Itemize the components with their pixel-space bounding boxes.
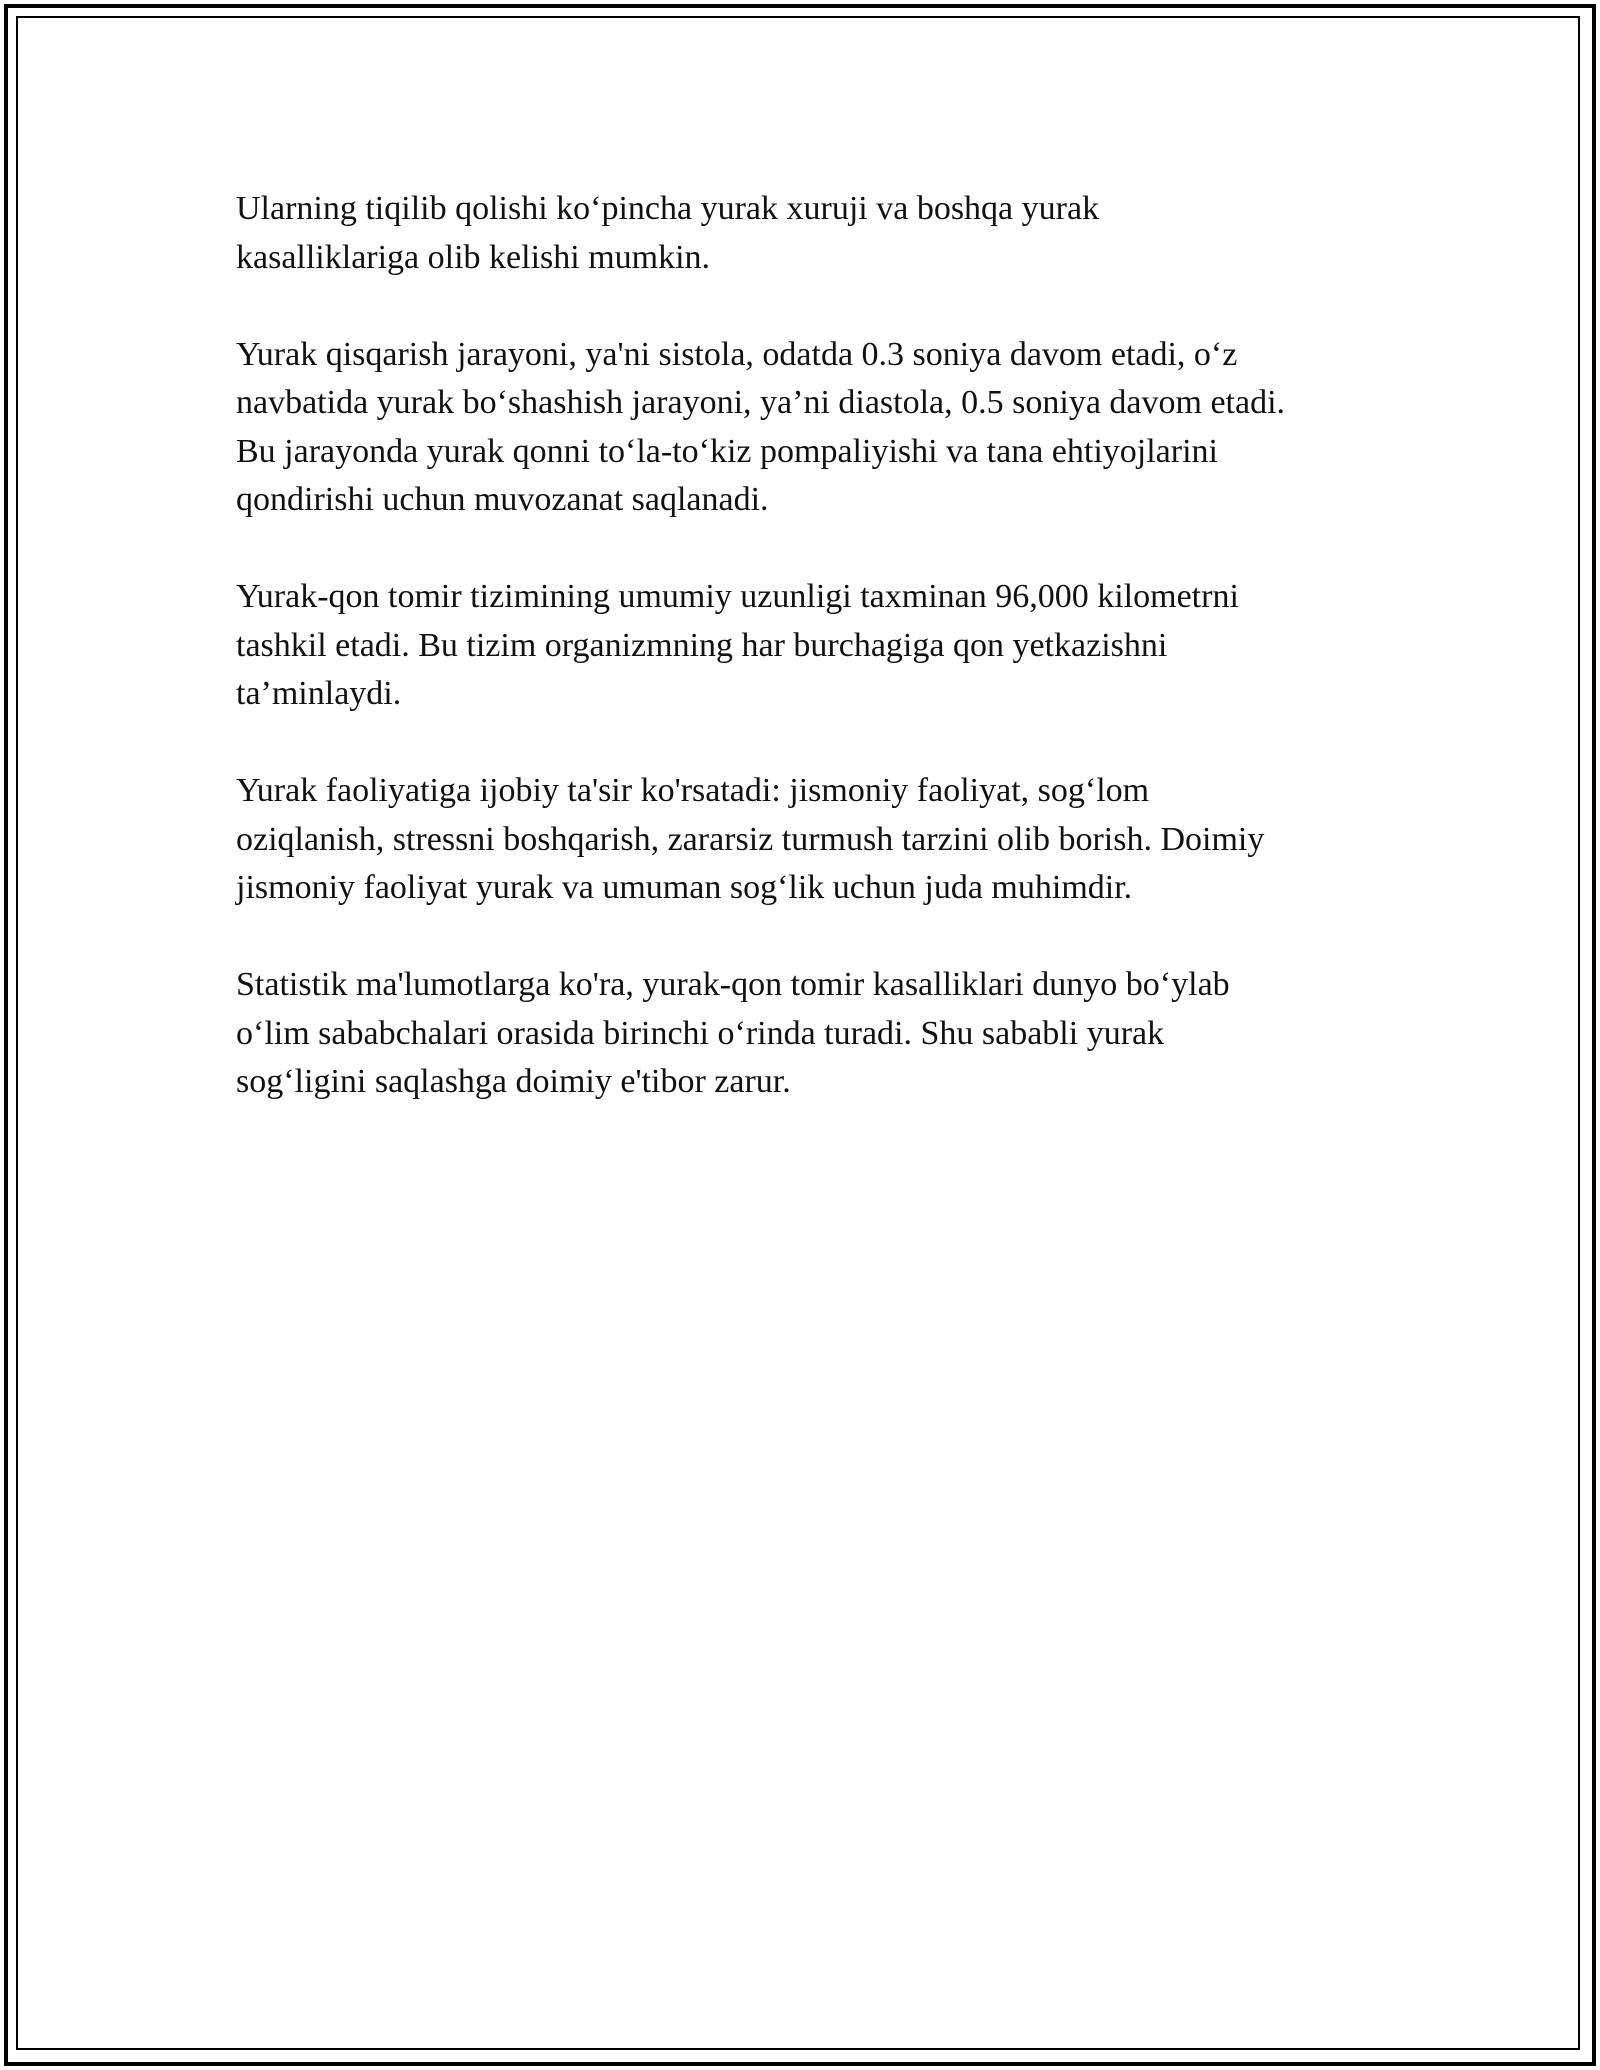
paragraph-3: Yurak-qon tomir tizimining umumiy uzunligi taxminan 96,000 kilometrni tashkil etadi. Bu tizim organizmning har burchagiga qon yetkazishni ta’minlaydi. xyxy=(236,578,1239,712)
document-body xyxy=(236,185,1386,1155)
paragraph-1: Ularning tiqilib qolishi ko‘pincha yurak xuruji va boshqa yurak kasalliklariga olib kelishi mumkin. xyxy=(236,190,1100,276)
paragraph-4: Yurak faoliyatiga ijobiy ta'sir ko'rsatadi: jismoniy faoliyat, sog‘lom oziqlanish, stressni boshqarish, zararsiz turmush tarzini olib borish. Doimiy jismoniy faoliyat yurak va umuman sog‘lik uchun juda muhimdir. xyxy=(236,772,1265,906)
paragraph-5: Statistik ma'lumotlarga ko'ra, yurak-qon tomir kasalliklari dunyo bo‘ylab o‘lim sababchalari orasida birinchi o‘rinda turadi. Shu sababli yurak sog‘ligini saqlashga doimiy e'tibor zarur. xyxy=(236,966,1230,1100)
paragraph-2: Yurak qisqarish jarayoni, ya'ni sistola, odatda 0.3 soniya davom etadi, o‘z navbatida yurak bo‘shashish jarayoni, ya’ni diastola, 0.5 soniya davom etadi. Bu jarayonda yurak qonni to‘la-to‘kiz pompaliyishi va tana ehtiyojlarini qondirishi uchun muvozanat saqlanadi. xyxy=(236,335,1286,518)
